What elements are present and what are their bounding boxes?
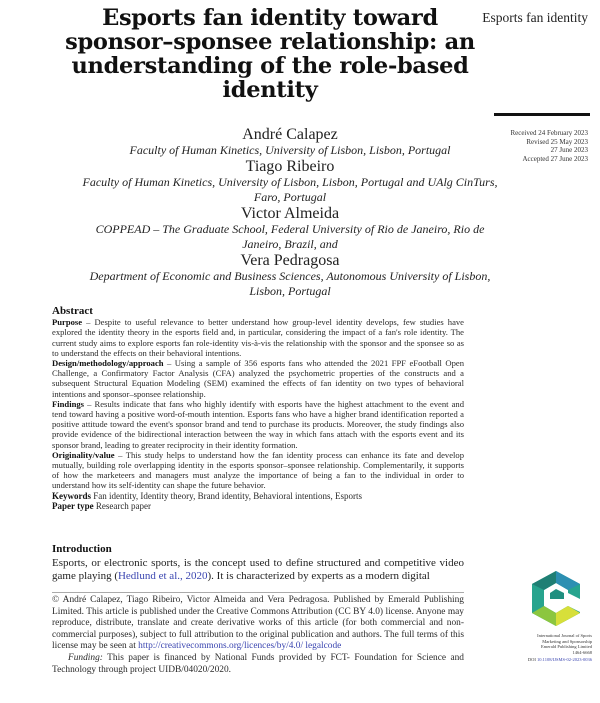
accepted-date: Accepted 27 June 2023 [522,154,588,163]
originality-label: Originality/value [52,449,115,460]
funding-text: This paper is financed by National Funds provided by FCT- Foundation for Science and Technology through project UIDB/04020/2020. [52,652,464,675]
abstract-heading: Abstract [52,305,93,317]
introduction [52,543,464,583]
footnote-divider [52,592,464,593]
doi [492,657,592,662]
introduction-heading: Introduction [52,543,112,555]
logo-shape-bottom-right [556,606,580,626]
journal-name-2: Marketing and Sponsorship [542,638,592,644]
revised-date-2: 27 June 2023 [550,146,588,154]
funding-label: Funding: [68,652,103,663]
abstract-purpose [52,317,464,358]
design-label: Design/methodology/approach [52,358,164,369]
author-affiliation: Faculty of Human Kinetics, University of Lisbon, Lisbon, Portugal [129,143,451,157]
logo-shape-inner [550,589,564,599]
author-name: André Calapez [242,126,338,143]
author-name: Victor Almeida [240,205,340,222]
keywords-text: Fan identity, Identity theory, Brand identity, Behavioral intentions, Esports [91,490,362,501]
footnote [52,595,464,676]
header-rule [494,113,590,116]
intro-text-start: Esports, or electronic sports, is the concept used to define structured and competitive video game playing ( [52,557,464,582]
author-affiliation: Faculty of Human Kinetics, University of Lisbon, Lisbon, Portugal and UAlg CinTurs, Faro, Portugal [82,175,498,204]
license-link[interactable]: http://creativecommons.org/licences/by/4.0/ legalcode [138,641,342,652]
purpose-text: – Despite to useful relevance to better understand how group-level identity develops, few studies have explored the identity theory in the esports field and, in particular, considering the impact of a fan's role identity. The current study aims to explore esports fan role-identity vis-à-vis the relationship with the sponsor and the sponsee so as to understand the effects on their behavioral intentions. [52,317,464,358]
author-name: Vera Pedragosa [240,252,340,269]
abstract-findings [52,399,464,450]
article-title: Esports fan identity toward sponsor–sponsee relationship: an understanding of the role-based identity [65,5,475,103]
findings-label: Findings [52,398,85,409]
funding-note [52,653,464,676]
design-text: – Using a sample of 356 esports fans who attended the 2021 FPF eFootball Open Challenge, a Confirmatory Factor Analysis (CFA) analyzed the psychometric properties of the constructs and a subsequent Structural Equation Modeling (SEM) examined the effects of fan identity on two types of behavioral intentions and sponsor–sponsee relationship. [52,358,464,399]
author-name: Tiago Ribeiro [245,158,335,175]
doi-link[interactable]: 10.1108/IJSMS-02-2023-0036 [537,657,592,662]
paper-type-text: Research paper [93,500,152,511]
findings-text: – Results indicate that fans who highly identify with esports have the highest attachment to the event and tend toward having a positive word-of-mouth intention. Esports fans who have a higher brand identification reported a positive attitude toward the event's sponsor brand and tend to purchase its products. Moreover, the study findings also provide evidence of the bidirectional interaction between the way in which fans attach with the esports event and its sponsor brand, leading to greater reciprocity in their identity formation. [52,398,464,450]
keywords [52,491,464,501]
journal-issn: 1464-6668 [572,649,592,655]
paper-type-label: Paper type [52,500,94,511]
author-affiliation: COPPEAD – The Graduate School, Federal University of Rio de Janeiro, Rio de Janeiro, Brazil, and [95,222,485,251]
abstract-originality [52,450,464,491]
abstract-design [52,358,464,399]
journal-info [492,633,592,655]
originality-text: – This study helps to understand how the fan identity process can enhance its fate and develop mutually, building role overlapping identity in the esports sponsor–sponsee relationship. Complementarily, it supports of how the marketeers and managers must analyze the importance of being a fan to the individual in order to understand how its self-identity can shape the future behavior. [52,449,464,491]
received-date: Received 24 February 2023 [510,129,588,137]
emerald-publishing-logo-icon [530,569,582,627]
copyright-notice [52,595,464,653]
abstract [52,306,464,511]
author-list [80,126,500,299]
copyright-text: © André Calapez, Tiago Ribeiro, Victor Almeida and Vera Pedragosa. Published by Emerald Publishing Limited. This article is published under the Creative Commons Attribution (CC BY 4.0) license. Anyone may reproduce, distribute, translate and create derivative works of this article (for both commercial and non-commercial purposes), subject to full attribution to the original publication and authors. The full terms of this license may be seen at [52,595,464,652]
intro-text-end: ). It is characterized by experts as a modern digital [207,570,430,582]
introduction-text [52,557,464,583]
citation-link[interactable]: Hedlund et al., 2020 [117,570,208,582]
running-head: Esports fan identity [482,10,588,25]
purpose-label: Purpose [52,317,83,328]
journal-name-1: International Journal of Sports [537,633,592,638]
doi-label: DOI [527,657,536,662]
paper-type [52,501,464,511]
author-affiliation: Department of Economic and Business Sciences, Autonomous University of Lisbon, Lisbon, Portugal [89,269,491,298]
revised-date: Revised 25 May 2023 [526,137,588,146]
journal-publisher: Emerald Publishing Limited [541,644,592,649]
article-dates [510,129,588,163]
keywords-label: Keywords [52,490,91,501]
